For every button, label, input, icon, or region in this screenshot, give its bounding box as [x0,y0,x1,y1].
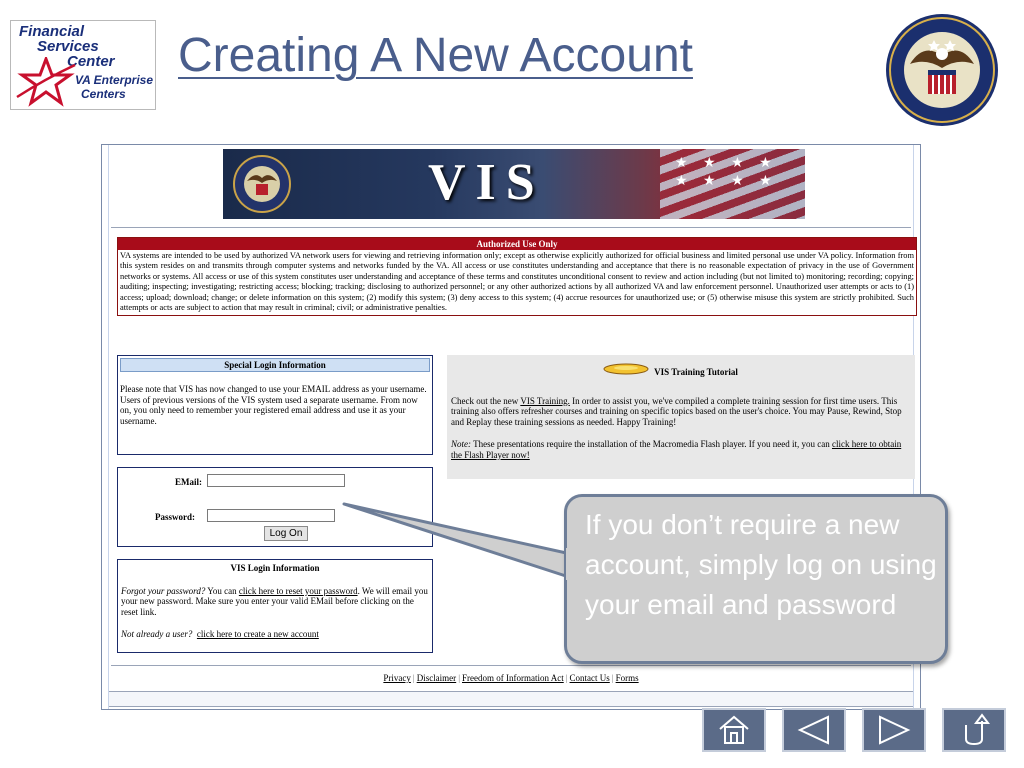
logo-line-financial: Financial [19,23,85,40]
note-text: These presentations require the installation of the Macromedia Flash player. If you need it, you can [471,439,832,449]
return-button[interactable] [942,708,1006,752]
bottom-status-bar [109,691,913,707]
forgot-password-text [121,586,429,618]
logo-line-center: Center [67,53,115,70]
authorized-use-box [117,237,917,316]
new-user-text [121,629,429,640]
star-swoosh-icon [15,57,77,107]
callout-bubble [564,494,948,664]
forgot-password-lead: Forgot your password? [121,585,206,596]
special-login-info-box [117,355,433,455]
flash-player-link[interactable]: click here to obtain the Flash Player now! [451,439,902,460]
special-login-text: Please note that VIS has now changed to use your EMAIL address as your username. Users of previous versions of the VIS system used a separate username. From now on, you only need to remember your registered email address and use it as your username. [120,384,427,426]
password-label: Password: [155,512,195,522]
previous-slide-button[interactable] [782,708,846,752]
privacy-link[interactable]: Privacy [383,673,411,683]
footer-separator: | [565,673,568,683]
training-disc-icon [603,363,649,375]
vis-banner [223,149,805,219]
previous-triangle-icon [796,714,832,746]
foia-link[interactable]: Freedom of Information Act [462,673,564,683]
forgot-password-tail: . We will email you your new password. Make sure you enter your valid EMail before clicking on the reset link. [121,585,428,617]
vis-login-info-title: VIS Login Information [230,563,320,573]
forms-link[interactable]: Forms [615,673,639,683]
callout-text: If you don’t require a new account, simply log on using your email and password [585,509,937,620]
training-description [451,396,911,428]
training-lead: Check out the new [451,395,521,406]
email-label: EMail: [175,477,202,487]
logo-line-va-enterprise: VA Enterprise [75,73,154,87]
vis-login-info-box [117,559,433,653]
next-slide-button[interactable] [862,708,926,752]
next-triangle-icon [876,714,912,746]
vis-training-link[interactable]: VIS Training. [520,395,570,406]
footer-separator: | [412,673,415,683]
logo-line-centers: Centers [81,87,126,101]
log-on-button[interactable]: Log On [264,526,308,541]
footer-links [109,673,913,683]
page-title: Creating A New Account [178,29,693,82]
authorized-use-text: VA systems are intended to be used by authorized VA network users for viewing and retrieving information only; except as otherwise explicitly authorized for official business and limited personal use under VA policy. Information from this system resides on and transmits through computer systems and networks funded by the VA. All access or use constitutes understanding and acceptance that there is no reasonable expectation of privacy in the use of Government networks or systems. All access or use of this system constitutes user understanding and acceptance of these terms and constitutes unconditional consent to review and action including (but not limited to) monitoring; recording; copying; auditing; inspecting; investigating; restricting access; blocking; tracking; disclosing to authorized personnel; or any other authorized actions by all authorized VA and law enforcement personnel. Unauthorized user attempts or acts to (1) access; upload; download; change; or delete information on this system; (2) modify this system; (3) deny access to this system; (4) accrue resources for unauthorized use; or (5) otherwise misuse this system are strictly prohibited. Such attempts or acts are subject to action that may result in criminal; civil; or administrative penalties. [120,251,914,313]
training-title-row [451,367,911,378]
disclaimer-link[interactable]: Disclaimer [416,673,457,683]
authorized-use-title: Authorized Use Only [118,238,916,250]
reset-password-link[interactable]: click here to reset your password [238,585,358,596]
logo-line-services: Services [37,38,99,55]
email-field[interactable] [207,474,345,487]
va-department-seal-icon [884,12,1000,128]
footer-separator: | [458,673,460,683]
training-note [451,439,911,460]
return-arrow-icon [957,713,991,747]
special-login-title: Special Login Information [120,358,430,372]
training-title: VIS Training Tutorial [654,367,738,377]
create-account-link[interactable]: click here to create a new account [196,629,319,639]
new-user-lead: Not already a user? [121,629,193,639]
banner-seal-icon [233,155,291,213]
footer-separator: | [611,673,614,683]
forgot-password-mid: You can [205,585,239,596]
training-tutorial-box [447,355,915,479]
home-button[interactable] [702,708,766,752]
footer-divider [111,665,911,666]
financial-services-center-logo [10,20,156,110]
login-form [117,467,433,547]
vis-banner-text: VIS [428,154,545,211]
note-label: Note: [451,439,471,449]
training-body: In order to assist you, we've compiled a complete training session for first time users. This training also offers refresher courses and training on specific topics based on the user's choice. You may Pause, Rewind, Stop and Replay these training sessions as needed. Happy Training! [451,395,902,427]
password-field[interactable] [207,509,335,522]
home-icon [717,714,751,746]
divider [111,227,911,228]
contact-us-link[interactable]: Contact Us [569,673,610,683]
flag-stars: ★ ★ ★ ★ ★ ★ ★ ★ [675,156,778,189]
